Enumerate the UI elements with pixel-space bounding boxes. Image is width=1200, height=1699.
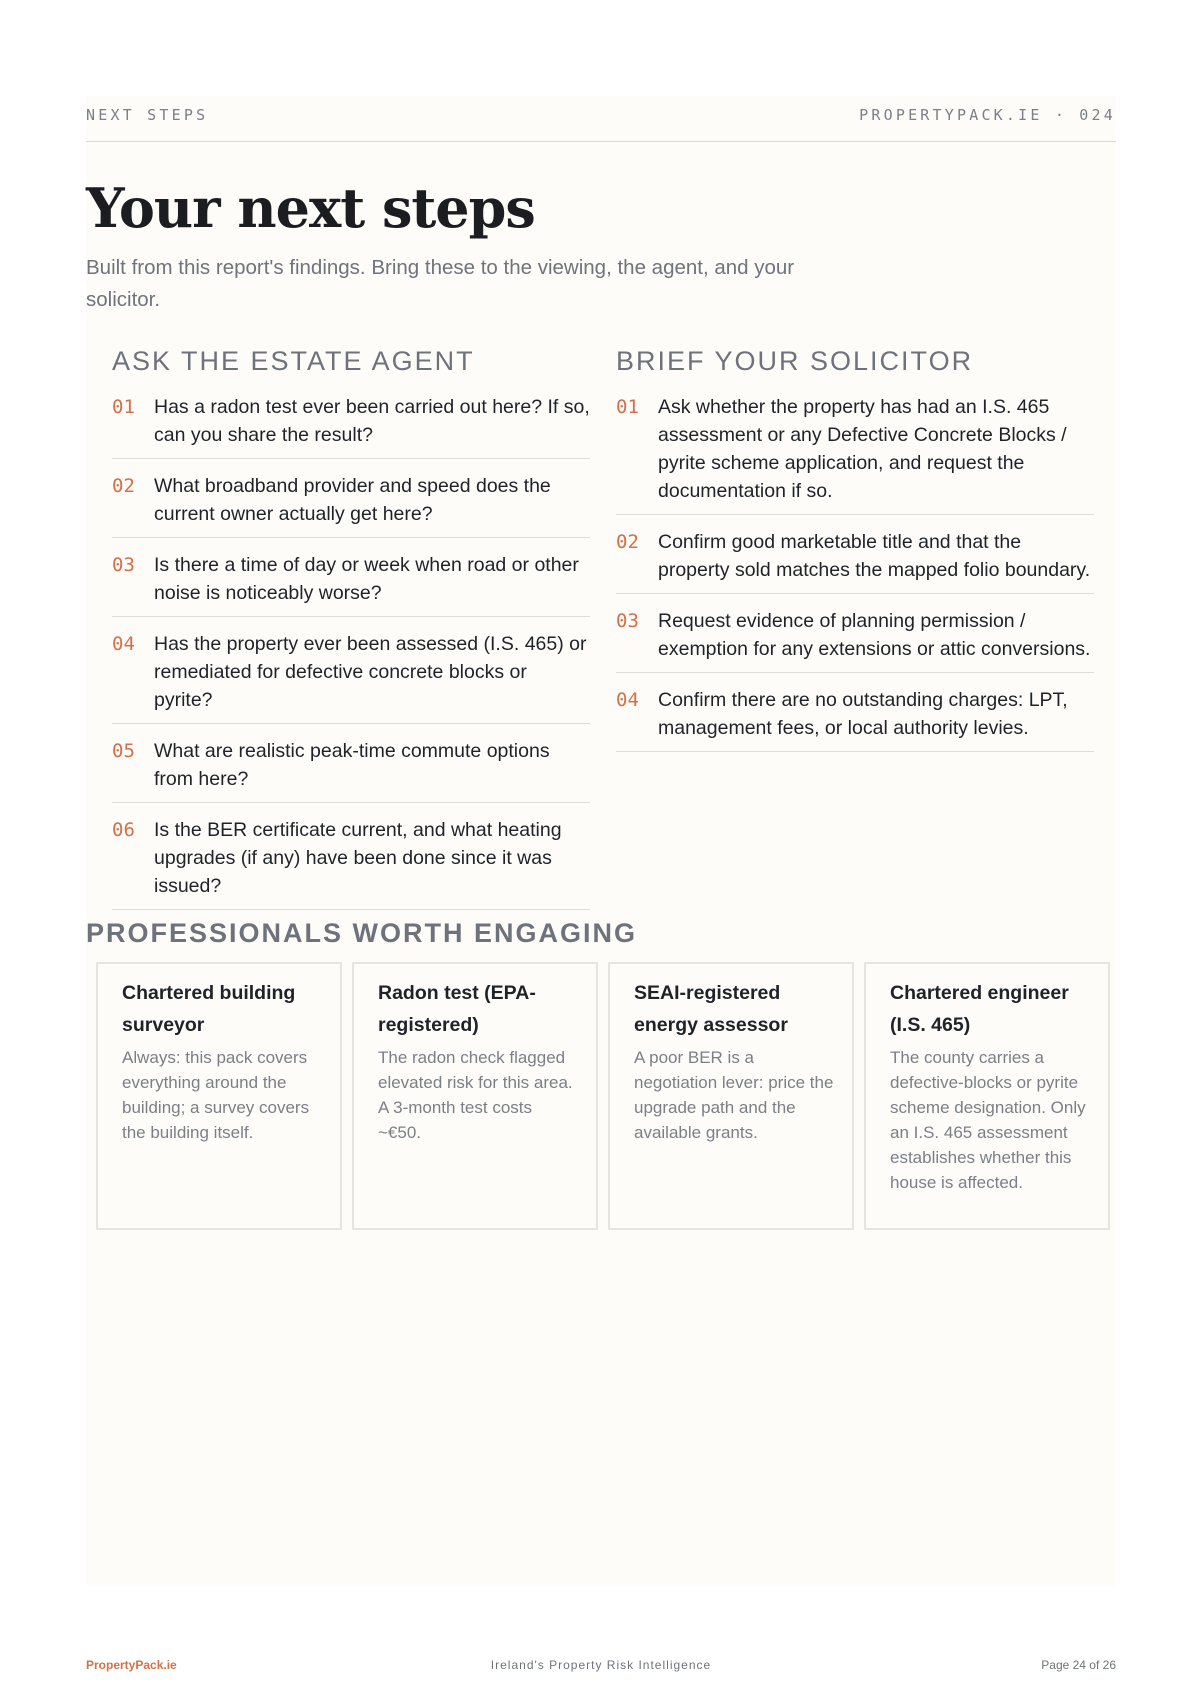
- list-item: [112, 737, 590, 803]
- item-number: 02: [112, 475, 135, 497]
- card-body: The county carries a defective-blocks or pyrite scheme designation. Only an I.S. 465 assessment establishes whether this house is affected.: [890, 1048, 1086, 1192]
- card-title: SEAI-registered energy assessor: [634, 982, 788, 1036]
- professional-card: [96, 962, 342, 1230]
- estate-agent-question-list: [112, 393, 590, 910]
- item-text: What are realistic peak-time commute options from here?: [154, 740, 550, 790]
- item-number: 01: [616, 396, 639, 418]
- item-text: Has the property ever been assessed (I.S. 465) or remediated for defective concrete blocks or pyrite?: [154, 633, 587, 711]
- estate-agent-section: [112, 346, 590, 923]
- list-item: [112, 630, 590, 724]
- section-label: NEXT STEPS: [86, 106, 209, 124]
- running-header: [86, 104, 1116, 142]
- solicitor-section: [616, 346, 1094, 765]
- item-number: 04: [616, 689, 639, 711]
- item-number: 05: [112, 740, 135, 762]
- solicitor-question-list: [616, 393, 1094, 752]
- page-footer: [86, 1658, 1116, 1676]
- item-text: Confirm good marketable title and that the property sold matches the mapped folio boundary.: [658, 531, 1091, 581]
- item-text: What broadband provider and speed does the current owner actually get here?: [154, 475, 551, 525]
- card-body: A poor BER is a negotiation lever: price the upgrade path and the available grants.: [634, 1048, 834, 1142]
- card-title: Chartered engineer (I.S. 465): [890, 982, 1069, 1036]
- solicitor-heading: BRIEF YOUR SOLICITOR: [616, 346, 974, 376]
- list-item: [112, 393, 590, 459]
- card-body: Always: this pack covers everything around the building; a survey covers the building itself.: [122, 1048, 310, 1142]
- item-number: 04: [112, 633, 135, 655]
- card-title: Chartered building surveyor: [122, 982, 296, 1036]
- item-number: 03: [112, 554, 135, 576]
- footer-brand: PropertyPack.ie: [86, 1658, 177, 1672]
- list-item: [616, 528, 1094, 594]
- list-item: [112, 472, 590, 538]
- item-text: Has a radon test ever been carried out here? If so, can you share the result?: [154, 396, 590, 446]
- item-text: Is there a time of day or week when road or other noise is noticeably worse?: [154, 554, 579, 604]
- page-number: Page 24 of 26: [1041, 1658, 1116, 1672]
- card-title: Radon test (EPA-registered): [378, 982, 536, 1036]
- item-number: 06: [112, 819, 135, 841]
- card-body: The radon check flagged elevated risk for this area. A 3-month test costs ~€50.: [378, 1048, 573, 1142]
- page-subtitle: Built from this report's findings. Bring these to the viewing, the agent, and your solicitor.: [86, 256, 795, 311]
- professional-card: [608, 962, 854, 1230]
- item-number: 02: [616, 531, 639, 553]
- professional-card: [864, 962, 1110, 1230]
- footer-tagline: Ireland's Property Risk Intelligence: [490, 1658, 712, 1672]
- list-item: [616, 393, 1094, 515]
- item-number: 03: [616, 610, 639, 632]
- item-text: Is the BER certificate current, and what heating upgrades (if any) have been done since it was issued?: [154, 819, 562, 897]
- professionals-cards: [96, 962, 1110, 1230]
- list-item: [616, 686, 1094, 752]
- item-text: Ask whether the property has had an I.S. 465 assessment or any Defective Concrete Blocks / pyrite scheme application, and request the documentation if so.: [658, 396, 1067, 502]
- list-item: [616, 607, 1094, 673]
- estate-agent-heading: ASK THE ESTATE AGENT: [112, 346, 475, 376]
- site-label: PROPERTYPACK.IE · 024: [859, 106, 1116, 124]
- professionals-heading: PROFESSIONALS WORTH ENGAGING: [86, 918, 638, 948]
- list-item: [112, 551, 590, 617]
- professional-card: [352, 962, 598, 1230]
- item-number: 01: [112, 396, 135, 418]
- item-text: Confirm there are no outstanding charges: LPT, management fees, or local authority levies.: [658, 689, 1068, 739]
- item-text: Request evidence of planning permission / exemption for any extensions or attic conversions.: [658, 610, 1091, 660]
- list-item: [112, 816, 590, 910]
- page-title: Your next steps: [86, 176, 535, 240]
